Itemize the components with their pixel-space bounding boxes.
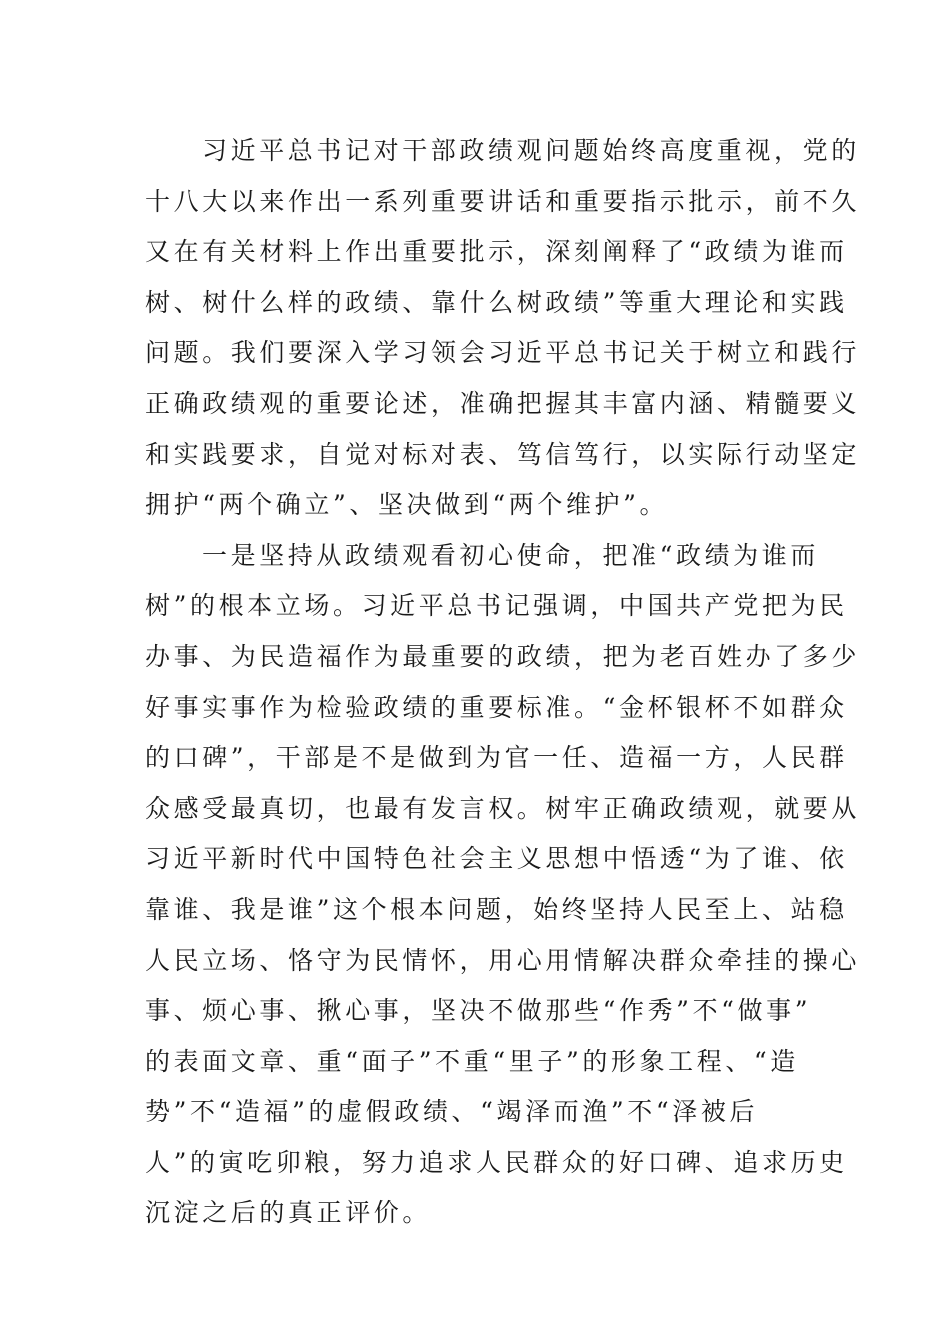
text-line: 办事、为民造福作为最重要的政绩，把为老百姓办了多少 bbox=[145, 641, 861, 671]
text-line: 树”的根本立场。习近平总书记强调，中国共产党把为民 bbox=[145, 591, 848, 621]
text-line: 十八大以来作出一系列重要讲话和重要指示批示，前不久 bbox=[145, 186, 861, 216]
text-line: 人民立场、恪守为民情怀，用心用情解决群众牵挂的操心 bbox=[145, 945, 861, 975]
text-line: 靠谁、我是谁”这个根本问题，始终坚持人民至上、站稳 bbox=[145, 894, 848, 924]
text-line: 事、烦心事、揪心事，坚决不做那些“作秀”不“做事” bbox=[145, 996, 812, 1026]
text-line: 好事实事作为检验政绩的重要标准。“金杯银杯不如群众 bbox=[145, 692, 848, 722]
text-line: 和实践要求，自觉对标对表、笃信笃行，以实际行动坚定 bbox=[145, 439, 861, 469]
text-line: 势”不“造福”的虚假政绩、“竭泽而渔”不“泽被后 bbox=[145, 1097, 759, 1127]
text-line: 树、树什么样的政绩、靠什么树政绩”等重大理论和实践 bbox=[145, 287, 848, 317]
text-line: 的口碑”，干部是不是做到为官一任、造福一方，人民群 bbox=[145, 743, 848, 773]
text-line: 的表面文章、重“面子”不重“里子”的形象工程、“造 bbox=[145, 1046, 799, 1076]
text-line: 正确政绩观的重要论述，准确把握其丰富内涵、精髓要义 bbox=[145, 388, 861, 418]
text-line: 拥护“两个确立”、坚决做到“两个维护”。 bbox=[145, 490, 669, 520]
text-line: 习近平新时代中国特色社会主义思想中悟透“为了谁、依 bbox=[145, 844, 848, 874]
text-line: 习近平总书记对干部政绩观问题始终高度重视，党的 bbox=[202, 136, 860, 165]
text-line: 一是坚持从政绩观看初心使命，把准“政绩为谁而 bbox=[202, 540, 819, 570]
text-line: 人”的寅吃卯粮，努力追求人民群众的好口碑、追求历史 bbox=[145, 1147, 848, 1177]
paragraph-intro bbox=[145, 126, 861, 531]
text-line: 问题。我们要深入学习领会习近平总书记关于树立和践行 bbox=[145, 338, 861, 368]
text-line: 众感受最真切，也最有发言权。树牢正确政绩观，就要从 bbox=[145, 793, 861, 823]
paragraph-point-one bbox=[145, 531, 861, 1239]
text-line: 又在有关材料上作出重要批示，深刻阐释了“政绩为谁而 bbox=[145, 237, 848, 267]
text-line: 沉淀之后的真正评价。 bbox=[145, 1198, 432, 1228]
document-body bbox=[145, 126, 861, 1239]
